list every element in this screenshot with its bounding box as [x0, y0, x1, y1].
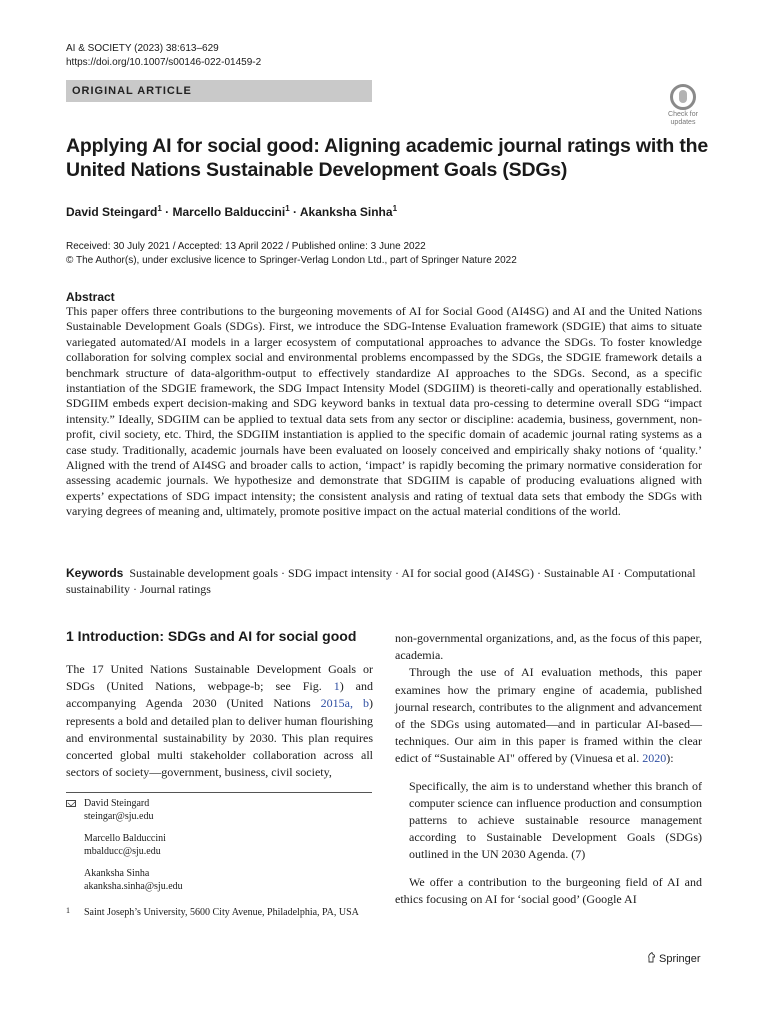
email-link[interactable]: akanksha.sinha@sju.edu — [84, 880, 183, 892]
footnote-divider — [66, 792, 372, 793]
block-quote: Specifically, the aim is to understand whether this branch of computer science can influence production and consumption patterns to achieve sustainable resource management according to Sustainable Development Goals (SDGs) outlined in the UN 2030 Agenda. (7) — [409, 778, 702, 862]
dates-line: Received: 30 July 2021 / Accepted: 13 April 2022 / Published online: 3 June 2022 — [66, 241, 426, 252]
abstract-text: This paper offers three contributions to the burgeoning movements of AI for Social Good (AI4SG) and AI and the United Nations Sustainable Development Goals (SDGs). First, we introduce the SDG-Intense Evaluation framework (SDGIE) that aims to situate variegated automated/AI models in a larger ecosystem of computational approaches to advance the SDGs. To foster knowledge collaboration for solving complex social and environmental problems encompassed by the SDGs, the SDGIE framework details a benchmark structure of data-algorithm-output to effectively standardize AI approaches to the SDGs. Second, as a specific instantiation of the SDGIE framework, the SDG Impact Intensity Model (SDGIIM) is theoreti-cally and operationally established. SDGIIM embeds expert decision-making and SDG keyword banks in textual data pro-cessing to determine overall SDG “impact intensity.” Ideally, SDGIIM can be applied to textual data sets from any sector or discipline: academia, business, government, non-profit, civil society, etc. Third, the SDGIIM instantiation is applied to the specific domain of academic journal rating systems as a case study. Traditionally, academic journals have been evaluated on loosely conceived and empirically shaky notions of ‘quality.’ Aligned with the trend of AI4SG and broader calls to action, ‘impact’ is rapidly becoming the primary normative consideration for assessing academic journals. We hypothesize and demonstrate that SDGIIM is capable of producing evaluations aligned with experts’ expectations of SDG impact intensity; the consistent analysis and rating of textual data sets that embody the SDGs with varying degrees of meaning and, ultimately, promote positive impact on the actual material conditions of the world. — [66, 304, 702, 519]
author-name[interactable]: David Steingard — [66, 205, 158, 219]
body-paragraph: We offer a contribution to the burgeoning field of AI and ethics focusing on AI for ‘social good’ (Google AI — [395, 874, 702, 906]
publication-dates — [66, 240, 517, 268]
affiliation: 1 Saint Joseph’s University, 5600 City Avenue, Philadelphia, PA, USA — [66, 906, 359, 918]
right-column — [395, 630, 702, 908]
copyright-line: © The Author(s), under exclusive licence to Springer-Verlag London Ltd., part of Springer Nature 2022 — [66, 255, 517, 266]
keywords — [66, 565, 702, 597]
journal-header — [66, 42, 261, 70]
contact-entry: David Steingard steingar@sju.edu — [84, 798, 372, 823]
check-for-updates-button[interactable] — [664, 84, 702, 127]
body-paragraph: non-governmental organizations, and, as the focus of this paper, academia. — [395, 631, 702, 663]
author-affiliation-mark: 1 — [392, 204, 398, 213]
journal-citation: AI & SOCIETY (2023) 38:613–629 — [66, 43, 219, 54]
author-affiliation-mark: 1 — [285, 204, 290, 213]
publisher-name: Springer — [659, 953, 701, 965]
doi-link[interactable]: https://doi.org/10.1007/s00146-022-01459-2 — [66, 57, 262, 68]
publisher-logo — [647, 952, 701, 965]
author-affiliation-mark: 1 — [157, 204, 162, 213]
email-link[interactable]: steingar@sju.edu — [84, 810, 154, 822]
author-name[interactable]: Marcello Balduccini — [172, 205, 286, 219]
author-name[interactable]: Akanksha Sinha — [299, 205, 393, 219]
paper-title: Applying AI for social good: Aligning academic journal ratings with the United Nations Sustainable Development Goals (SDGs) — [66, 135, 708, 181]
citation-link[interactable]: 2020 — [642, 751, 667, 766]
abstract-heading: Abstract — [66, 290, 115, 304]
contact-entry: Akanksha Sinha akanksha.sinha@sju.edu — [84, 868, 372, 893]
keywords-label: Keywords — [66, 566, 124, 580]
springer-horse-icon — [647, 952, 656, 963]
footnotes — [66, 798, 372, 920]
envelope-icon — [66, 800, 76, 807]
body-paragraph: Through the use of AI evaluation methods, this paper examines how the primary engine of academia, published journal research, contributes to the alignment and advancement of the SDGs using automated—and in particular AI-based—techniques. Our aim in this paper is framed within the clear edict of “Sustainable AI" offered by (Vinuesa et al. 2020): — [395, 665, 702, 766]
figure-link[interactable]: 1 — [333, 679, 340, 694]
citation-link[interactable]: 2015a, b — [320, 696, 369, 711]
section-heading: 1 Introduction: SDGs and AI for social good — [66, 628, 357, 644]
email-link[interactable]: mbalducc@sju.edu — [84, 845, 161, 857]
author-list — [66, 204, 397, 219]
contact-entry: Marcello Balduccini mbalducc@sju.edu — [84, 833, 372, 858]
keywords-text: Sustainable development goals · SDG impact intensity · AI for social good (AI4SG) · Sustainable AI · Computational sustainability · Journal ratings — [66, 566, 696, 596]
author-separator: · — [289, 205, 300, 219]
author-separator: · — [161, 205, 173, 219]
intro-paragraph: The 17 United Nations Sustainable Development Goals or SDGs (United Nations, webpage-b; see Fig. 1) and accompanying Agenda 2030 (United Nations 2015a, b) represents a bold and detailed plan to deliver human flourishing and environmental sustainability by 2030. This plan requires concerted global multi stakeholder collaboration across all sectors of society—government, business, civil society, — [66, 662, 373, 780]
check-updates-icon — [670, 84, 696, 110]
left-column — [66, 661, 373, 781]
check-updates-label: Check for updates — [668, 111, 698, 126]
article-type-badge: ORIGINAL ARTICLE — [66, 80, 372, 102]
